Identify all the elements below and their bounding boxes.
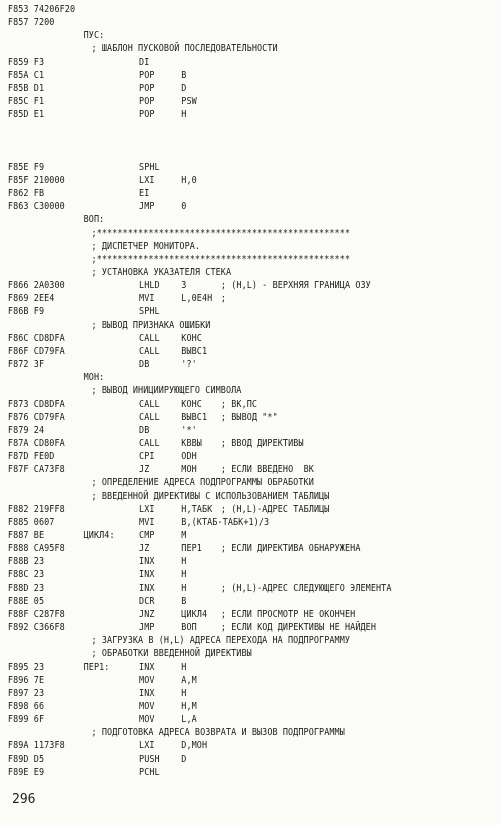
mnemonic: CMP	[139, 530, 155, 541]
label: МОН:	[83, 372, 105, 384]
address-code: F89D D5	[7, 753, 45, 765]
mnemonic: JMP	[139, 201, 155, 213]
operand: L,A	[181, 714, 197, 726]
mnemonic: INX	[139, 687, 155, 699]
comment: ; ЕСЛИ ВВЕДЕНО ВК	[220, 464, 314, 476]
operand: B	[181, 69, 187, 81]
address-code: F87F CA73F8	[7, 464, 65, 476]
operand: '*'	[181, 424, 197, 436]
operand: H	[181, 661, 187, 673]
operand: H,M	[181, 700, 197, 712]
operand: 3	[181, 280, 187, 292]
mnemonic: MOV	[139, 700, 155, 712]
comment-line: ;*************************************************	[91, 227, 351, 239]
mnemonic: DB	[139, 424, 150, 436]
comment-line: ; ШАБЛОН ПУСКОВОЙ ПОСЛЕДОВАТЕЛЬНОСТИ	[91, 43, 278, 55]
mnemonic: MOV	[139, 714, 155, 726]
address-code: F88B 23	[7, 556, 45, 568]
mnemonic: CALL	[139, 345, 160, 357]
address-code: F873 CD8DFA	[7, 398, 65, 410]
mnemonic: CPI	[139, 451, 155, 463]
operand: КОНС	[181, 332, 202, 344]
mnemonic: MVI	[139, 293, 155, 305]
address-code: F895 23	[7, 661, 45, 673]
operand: H	[181, 687, 187, 699]
address-code: F89E E9	[7, 766, 45, 778]
address-code: F887 BE	[7, 530, 45, 541]
mnemonic: DI	[139, 56, 150, 68]
address-code: F85A C1	[7, 69, 45, 81]
address-code: F85C F1	[7, 96, 45, 108]
operand: A,M	[181, 674, 197, 686]
mnemonic: CALL	[139, 411, 160, 423]
address-code: F85D E1	[7, 109, 45, 121]
mnemonic: LXI	[139, 740, 155, 752]
comment: ; ВВОД ДИРЕКТИВЫ	[220, 437, 304, 449]
comment-line: ; ВВЕДЕННОЙ ДИРЕКТИВЫ С ИСПОЛЬЗОВАНИЕМ ТАБЛИЦЫ	[91, 490, 330, 502]
label: ПУС:	[83, 30, 105, 42]
mnemonic: INX	[139, 661, 155, 673]
operand: D	[181, 753, 187, 765]
address-code: F857 7200	[7, 17, 55, 29]
comment-line: ; ВЫВОД ИНИЦИИРУЮЩЕГО СИМВОЛА	[91, 385, 242, 397]
address-code: F853 74206F20	[7, 4, 76, 15]
address-code: F892 C366F8	[7, 622, 65, 634]
address-code: F876 CD79FA	[7, 411, 65, 423]
address-code: F88D 23	[7, 582, 45, 594]
address-code: F86B F9	[7, 306, 45, 318]
operand: ПЕР1	[181, 543, 202, 555]
mnemonic: POP	[139, 82, 155, 94]
address-code: F866 2A0300	[7, 280, 65, 292]
address-code: F862 FB	[7, 188, 45, 200]
operand: H	[181, 582, 187, 594]
comment: ; ЕСЛИ ПРОСМОТР НЕ ОКОНЧЕН	[220, 608, 356, 620]
address-code: F872 3F	[7, 359, 45, 371]
comment-line: ; ОПРЕДЕЛЕНИЕ АДРЕСА ПОДПРОГРАММЫ ОБРАБОТКИ	[91, 477, 314, 489]
address-code: F88E 05	[7, 595, 45, 607]
label: ПЕР1:	[83, 661, 110, 673]
mnemonic: PUSH	[139, 753, 160, 765]
mnemonic: INX	[139, 582, 155, 594]
comment-line: ; ОБРАБОТКИ ВВЕДЕННОЙ ДИРЕКТИВЫ	[91, 648, 252, 660]
mnemonic: JZ	[139, 464, 150, 476]
operand: ЦИКЛ4	[181, 608, 208, 620]
address-code: F86F CD79FA	[7, 345, 65, 357]
address-code: F882 219FF8	[7, 503, 65, 515]
address-code: F896 7E	[7, 674, 45, 686]
mnemonic: CALL	[139, 332, 160, 344]
address-code: F869 2EE4	[7, 293, 55, 305]
mnemonic: LXI	[139, 174, 155, 186]
operand: ODH	[181, 451, 197, 463]
comment: ; (H,L) - ВЕРХНЯЯ ГРАНИЦА ОЗУ	[220, 280, 371, 292]
mnemonic: CALL	[139, 398, 160, 410]
mnemonic: INX	[139, 556, 155, 568]
address-code: F897 23	[7, 687, 45, 699]
comment: ; ВК,ПС	[220, 398, 258, 410]
address-code: F879 24	[7, 424, 45, 436]
address-code: F89A 1173F8	[7, 740, 65, 752]
address-code: F863 C30000	[7, 201, 65, 213]
mnemonic: POP	[139, 96, 155, 108]
comment: ; (H,L)-АДРЕС СЛЕДУЮЩЕГО ЭЛЕМЕНТА	[220, 582, 392, 594]
address-code: F86C CD8DFA	[7, 332, 65, 344]
address-code: F87A CD80FA	[7, 437, 65, 449]
operand: B,(КТАБ-ТАБК+1)/3	[181, 516, 270, 528]
mnemonic: SPHL	[139, 161, 160, 173]
address-code: F85F 210000	[7, 174, 65, 186]
comment-line: ;*************************************************	[91, 253, 351, 265]
operand: H,ТАБК	[181, 503, 213, 515]
address-code: F87D FE0D	[7, 451, 55, 463]
address-code: F88F C287F8	[7, 608, 65, 620]
address-code: F859 F3	[7, 56, 45, 68]
operand: H	[181, 569, 187, 581]
operand: ВОП	[181, 622, 197, 634]
operand: ВЫВС1	[181, 411, 208, 423]
comment-line: ; ПОДГОТОВКА АДРЕСА ВОЗВРАТА И ВЫЗОВ ПОДПРОГРАММЫ	[91, 727, 345, 739]
operand: 0	[181, 201, 187, 213]
comment: ;	[220, 293, 227, 305]
operand: МОН	[181, 464, 197, 476]
address-code: F85B D1	[7, 82, 45, 94]
operand: '?'	[181, 359, 197, 371]
mnemonic: DCR	[139, 595, 155, 607]
comment-line: ; УСТАНОВКА УКАЗАТЕЛЯ СТЕКА	[91, 267, 232, 278]
comment: ; ЕСЛИ ДИРЕКТИВА ОБНАРУЖЕНА	[220, 543, 361, 555]
mnemonic: CALL	[139, 437, 160, 449]
address-code: F898 66	[7, 700, 45, 712]
comment-line: ; ЗАГРУЗКА В (H,L) АДРЕСА ПЕРЕХОДА НА ПОДПРОГРАММУ	[91, 635, 351, 647]
address-code: F885 0607	[7, 516, 55, 528]
mnemonic: LHLD	[139, 280, 160, 292]
operand: D,МОН	[181, 740, 208, 752]
mnemonic: JMP	[139, 622, 155, 634]
comment: ; (H,L)-АДРЕС ТАБЛИЦЫ	[220, 503, 330, 515]
mnemonic: SPHL	[139, 306, 160, 318]
mnemonic: LXI	[139, 503, 155, 515]
operand: B	[181, 595, 187, 607]
label: ВОП:	[83, 214, 105, 226]
operand: D	[181, 82, 187, 94]
comment: ; ВЫВОД "*"	[220, 411, 278, 423]
label: ЦИКЛ4:	[83, 530, 115, 541]
comment-line: ; ДИСПЕТЧЕР МОНИТОРА.	[91, 240, 201, 252]
operand: H,0	[181, 174, 197, 186]
mnemonic: PCHL	[139, 766, 160, 778]
mnemonic: EI	[139, 188, 150, 200]
mnemonic: JZ	[139, 543, 150, 555]
mnemonic: POP	[139, 69, 155, 81]
mnemonic: POP	[139, 109, 155, 121]
mnemonic: DB	[139, 359, 150, 371]
mnemonic: MVI	[139, 516, 155, 528]
address-code: F85E F9	[7, 161, 45, 173]
mnemonic: INX	[139, 569, 155, 581]
operand: PSW	[181, 96, 197, 108]
comment: ; ЕСЛИ КОД ДИРЕКТИВЫ НЕ НАЙДЕН	[220, 622, 377, 634]
operand: КОНС	[181, 398, 202, 410]
mnemonic: MOV	[139, 674, 155, 686]
operand: КВВЫ	[181, 437, 202, 449]
operand: ВЫВС1	[181, 345, 208, 357]
address-code: F888 CA95F8	[7, 543, 65, 555]
page-number: 296	[12, 792, 36, 807]
operand: M	[181, 530, 187, 541]
operand: H	[181, 556, 187, 568]
operand: H	[181, 109, 187, 121]
operand: L,0E4H	[181, 293, 213, 305]
comment-line: ; ВЫВОД ПРИЗНАКА ОШИБКИ	[91, 319, 211, 331]
address-code: F899 6F	[7, 714, 45, 726]
address-code: F88C 23	[7, 569, 45, 581]
mnemonic: JNZ	[139, 608, 155, 620]
